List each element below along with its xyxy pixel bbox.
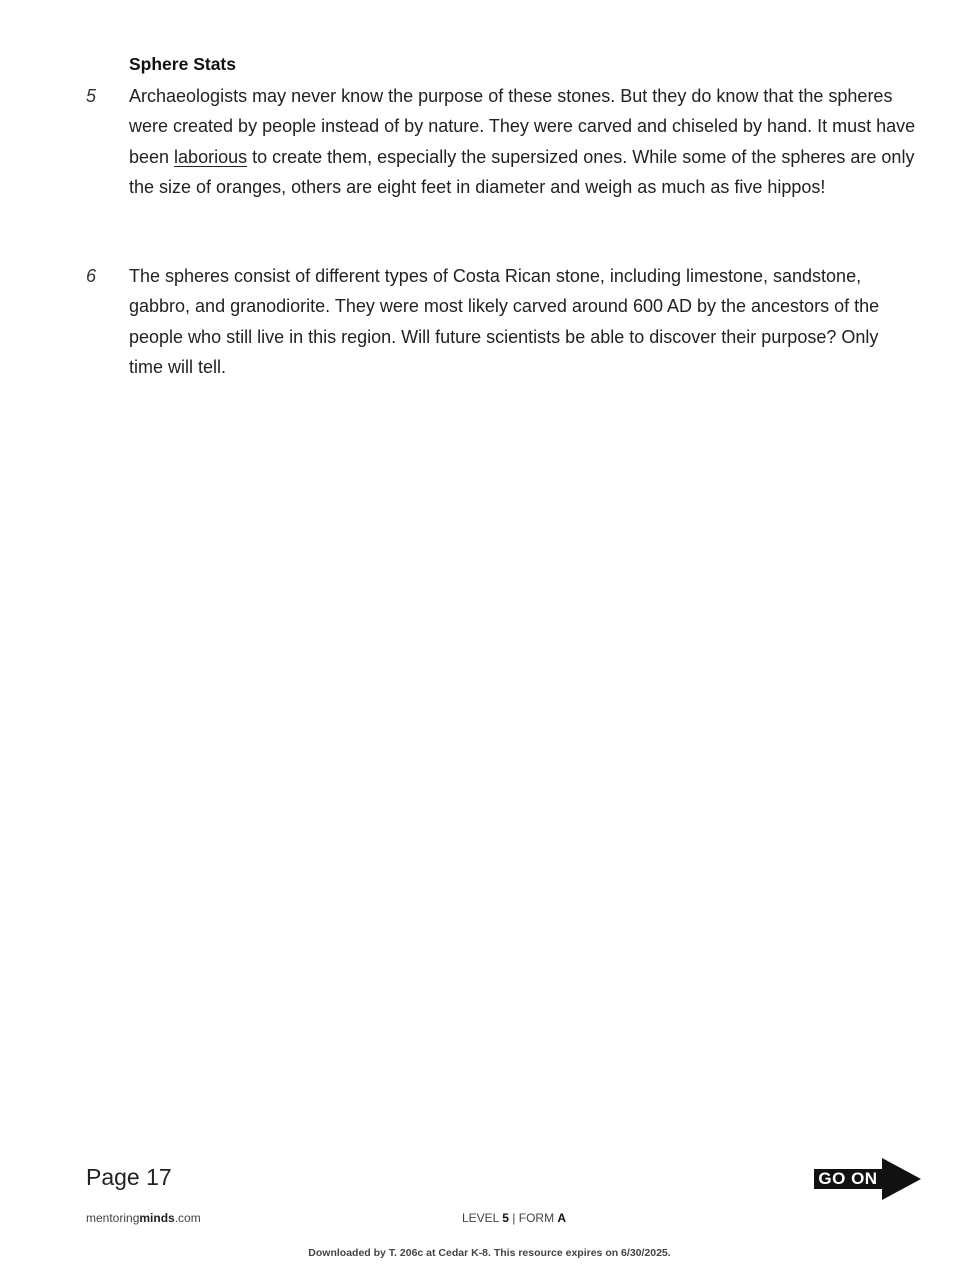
form-value: A xyxy=(557,1211,567,1225)
paragraph-text xyxy=(129,81,917,203)
paragraph-number: 6 xyxy=(86,266,97,286)
paragraph-number: 5 xyxy=(86,86,97,106)
paragraph-text-after: to create them, especially the supersized ones. While some of the spheres are only the size of oranges, others are eight feet in diameter and weigh as much as five hippos! xyxy=(129,146,915,198)
level-value: 5 xyxy=(502,1211,509,1225)
brand-logo xyxy=(86,1211,201,1225)
go-on-label: GO ON xyxy=(814,1169,882,1189)
section-heading: Sphere Stats xyxy=(129,54,236,74)
paragraph-text-before: Archaeologists may never know the purpose of these stones. But they do know that the spheres were created by people instead of by nature. They were carved and chiseled by hand. It must have been xyxy=(129,86,916,167)
page-number: Page 17 xyxy=(86,1164,172,1190)
separator: | xyxy=(508,1211,519,1225)
level-label: LEVEL xyxy=(462,1211,503,1225)
brand-prefix: mentoring xyxy=(86,1211,140,1225)
paragraph-text: The spheres consist of different types of Costa Rican stone, including limestone, sandstone, gabbro, and granodiorite. They were most likely carved around 600 AD by the ancestors of the people who still live in this region. Will future scientists be able to discover their purpose? Only time will tell. xyxy=(129,266,880,378)
download-notice: Downloaded by T. 206c at Cedar K-8. This resource expires on 6/30/2025. xyxy=(308,1247,671,1259)
brand-suffix: .com xyxy=(174,1211,201,1225)
go-on-button[interactable] xyxy=(812,1158,922,1200)
brand-bold: minds xyxy=(139,1211,175,1225)
form-label: FORM xyxy=(518,1211,558,1225)
level-form-label xyxy=(462,1211,566,1225)
vocabulary-word-laborious: laborious xyxy=(174,146,248,167)
